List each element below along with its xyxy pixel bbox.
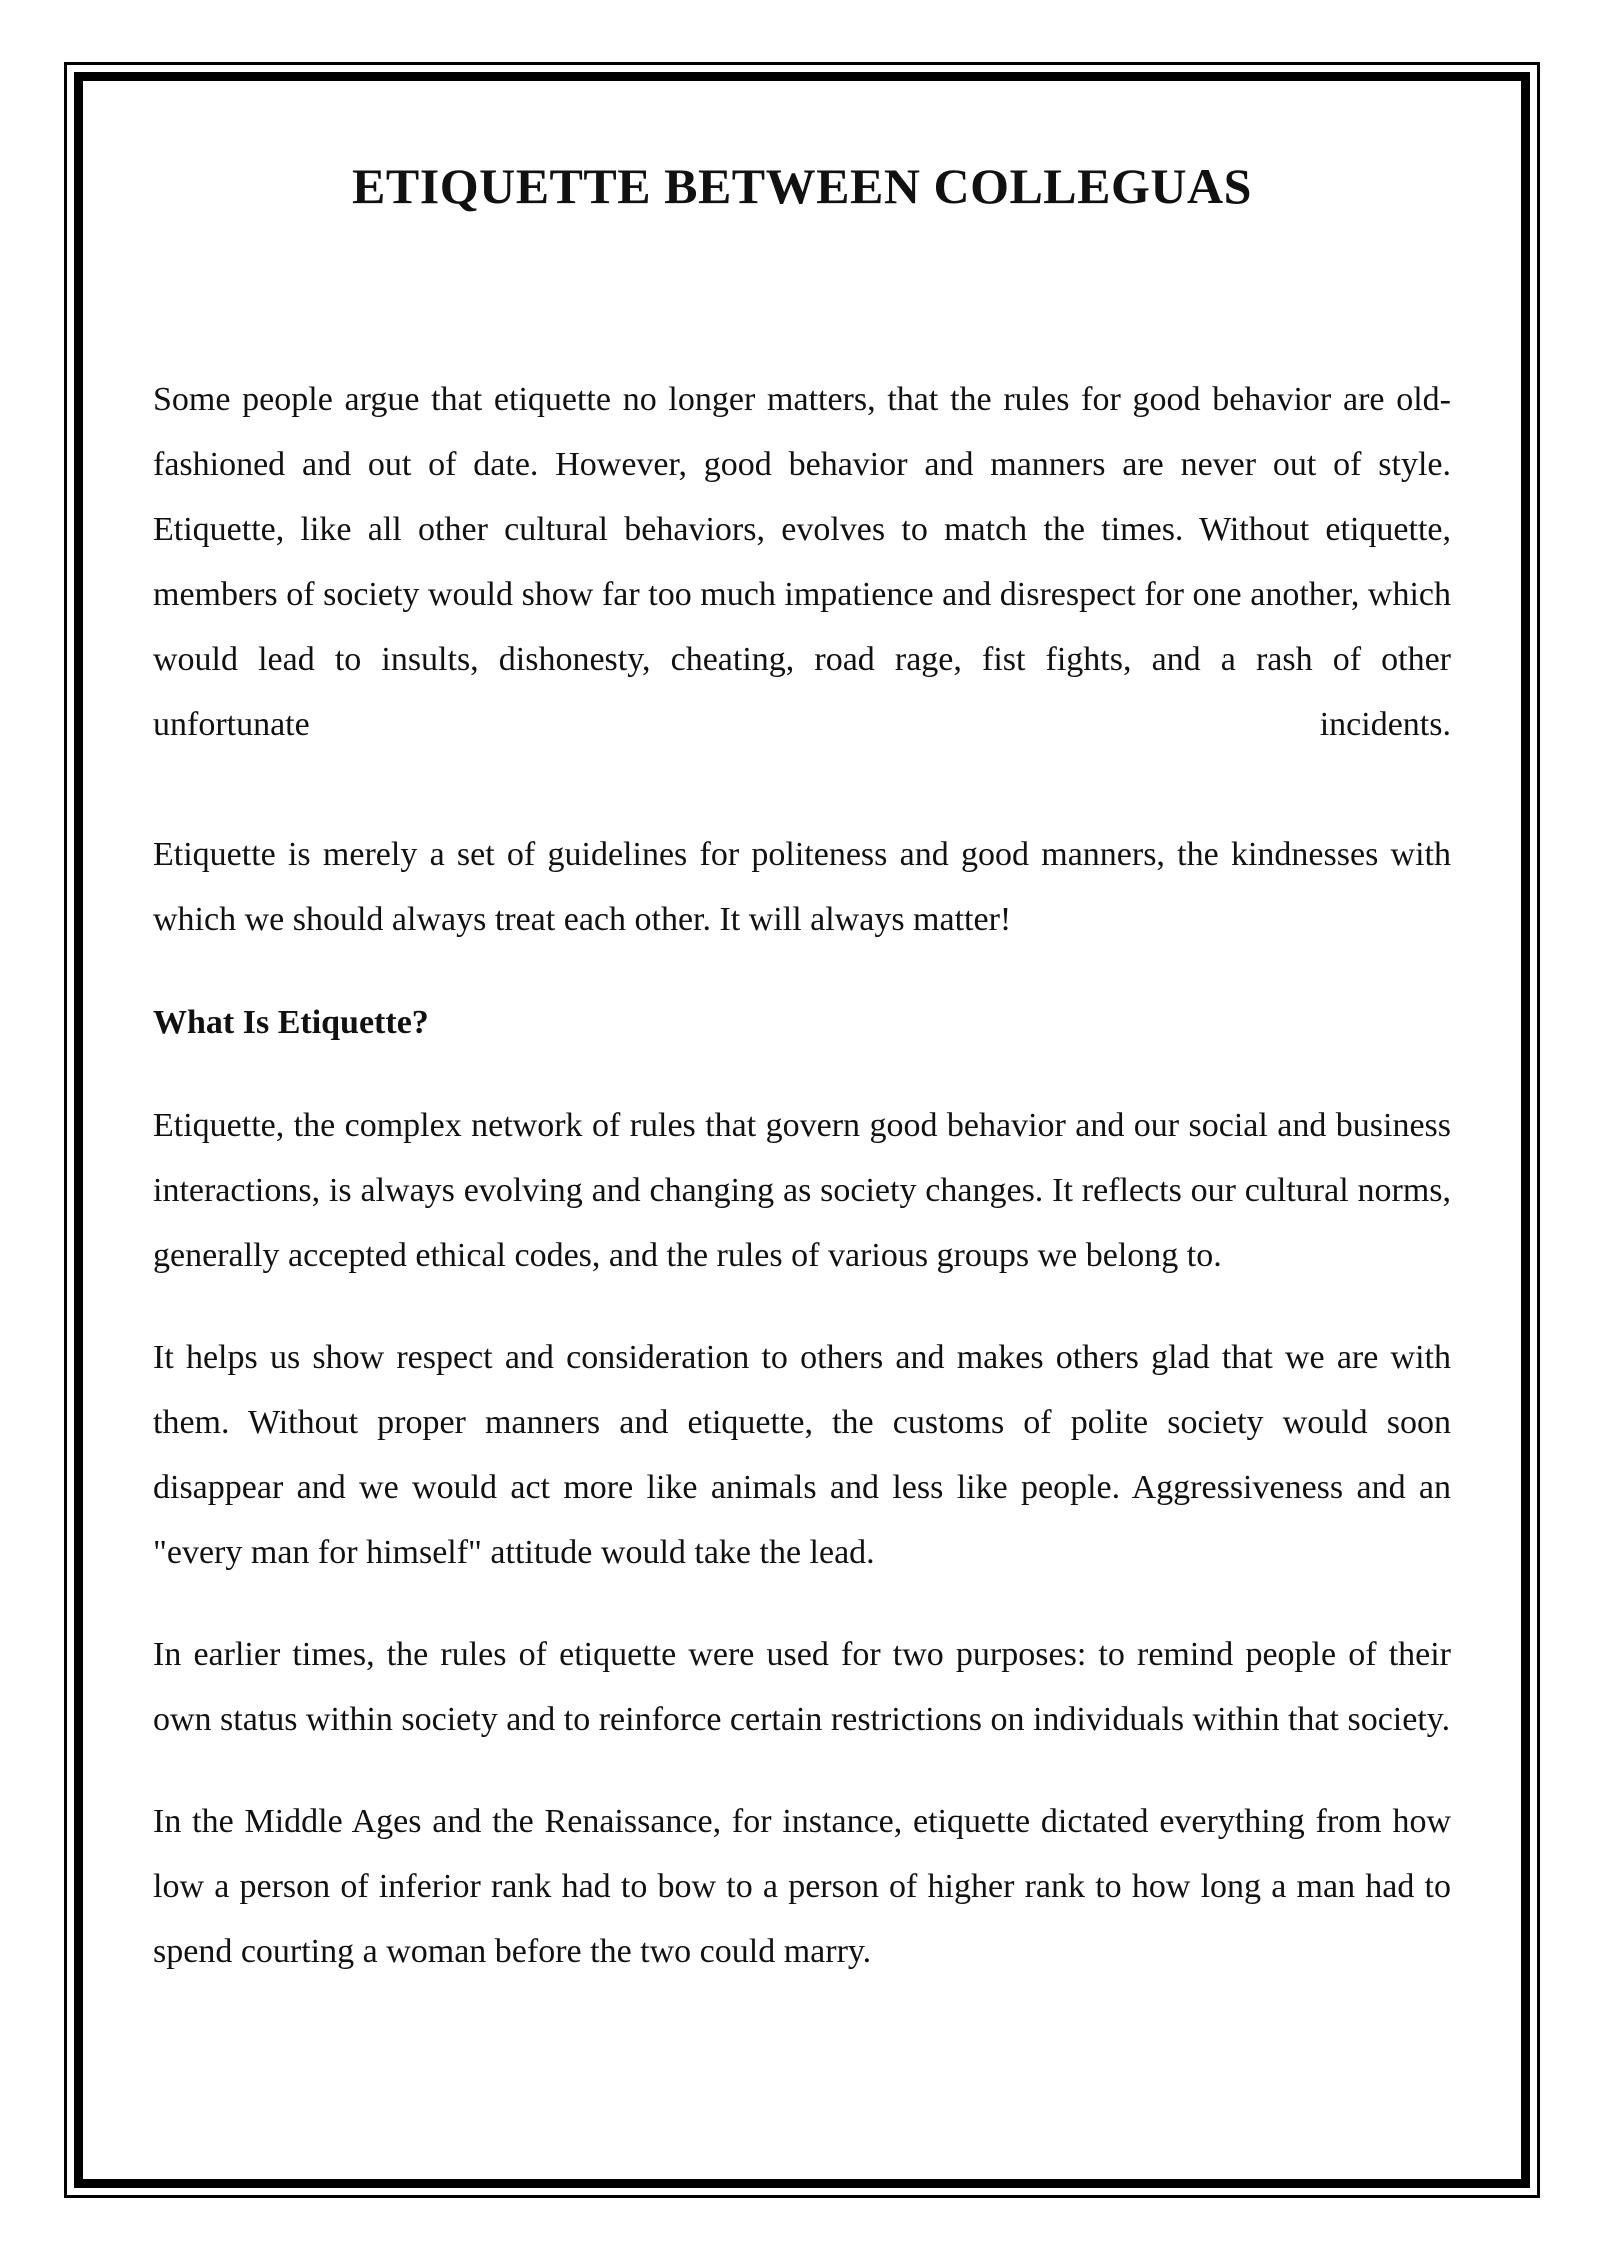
section-heading: What Is Etiquette? (153, 1004, 429, 1041)
document-title: ETIQUETTE BETWEEN COLLEGUAS (352, 158, 1252, 214)
paragraph-1: Some people argue that etiquette no longer matters, that the rules for good behavior are old-fashioned and out of date. However, good behavior and manners are never out of style. Etiquette, like all other cultural behaviors, evolves to match the times. Without etiquette, members of society would show far too much impatience and disrespect for one another, which would lead to insults, dishonesty, cheating, road rage, fist fights, and a rash of other unfortunate incidents. (153, 381, 1451, 743)
paragraph-5: In earlier times, the rules of etiquette were used for two purposes: to remind people of their own status within society and to reinforce certain restrictions on individuals within that society. (153, 1636, 1451, 1738)
paragraph-2: Etiquette is merely a set of guidelines for politeness and good manners, the kindnesses with which we should always treat each other. It will always matter! (153, 836, 1451, 938)
paragraph-4: It helps us show respect and consideration to others and makes others glad that we are with them. Without proper manners and etiquette, the customs of polite society would soon disappear and we would act more like animals and less like people. Aggressiveness and an "every man for himself" attitude would take the lead. (153, 1339, 1451, 1571)
paragraph-6: In the Middle Ages and the Renaissance, for instance, etiquette dictated everything from how low a person of inferior rank had to bow to a person of higher rank to how long a man had to spend courting a woman before the two could marry. (153, 1803, 1451, 1970)
document-body (153, 150, 1451, 1984)
paragraph-3: Etiquette, the complex network of rules that govern good behavior and our social and business interactions, is always evolving and changing as society changes. It reflects our cultural norms, generally accepted ethical codes, and the rules of various groups we belong to. (153, 1107, 1451, 1274)
